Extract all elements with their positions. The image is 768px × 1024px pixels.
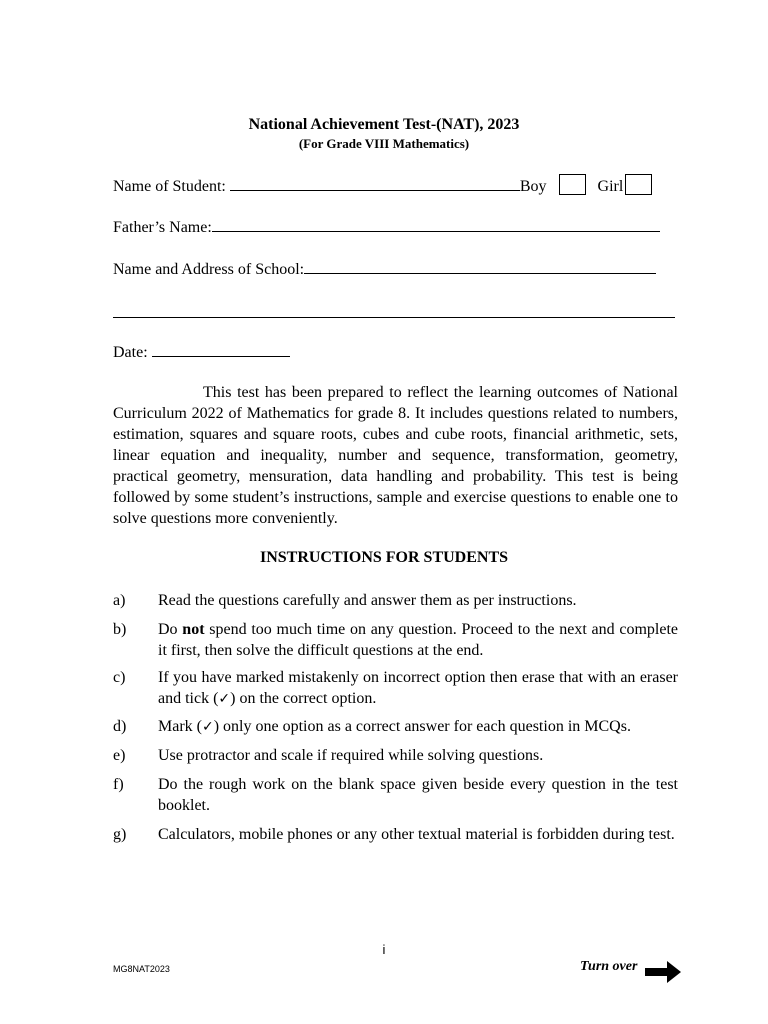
school-label: Name and Address of School:: [113, 261, 305, 278]
intro-text: This test has been prepared to reflect the learning outcomes of National Curriculum 2022 of Mathematics for grade 8. It includes questions related to numbers, estimation, squares and square roots, cubes and cube roots, financial arithmetic, sets, linear equation and inequality, number and sequence, transformation, geometry, practical geometry, mensuration, data handling and probability. This test is being followed by some student’s instructions, sample and exercise questions to enable one to solve questions more conveniently.: [113, 384, 678, 527]
school-address-line[interactable]: [113, 317, 675, 318]
instruction-text: Calculators, mobile phones or any other textual material is forbidden during test.: [158, 826, 675, 843]
student-name-label: Name of Student:: [113, 178, 226, 195]
turn-over-arrow-icon: [645, 961, 681, 983]
instruction-label: c): [113, 669, 126, 686]
father-name-label: Father’s Name:: [113, 219, 212, 236]
instruction-label: a): [113, 592, 126, 609]
boy-label: Boy: [519, 178, 547, 195]
instruction-text: Do not spend too much time on any question. Proceed to the next and complete it first, then solve the difficult questions at the end.: [158, 621, 678, 659]
instruction-label: f): [113, 776, 124, 793]
father-name-field[interactable]: [212, 217, 660, 232]
boy-checkbox[interactable]: [559, 174, 586, 195]
student-name-field[interactable]: [230, 176, 520, 191]
instruction-label: g): [113, 826, 127, 843]
instruction-label: e): [113, 747, 126, 764]
instruction-item: [113, 619, 678, 661]
instruction-label: b): [113, 621, 127, 638]
girl-checkbox[interactable]: [625, 174, 652, 195]
instruction-item: [113, 716, 678, 738]
instruction-item: [113, 774, 678, 816]
instruction-item: [113, 667, 678, 710]
instruction-text: Mark (✓) only one option as a correct answer for each question in MCQs.: [158, 718, 631, 735]
intro-paragraph: [113, 382, 678, 529]
emphasis-not: not: [182, 621, 205, 638]
tick-icon: ✓: [201, 719, 214, 735]
document-title: National Achievement Test-(NAT), 2023: [248, 116, 520, 133]
date-label: Date:: [113, 344, 148, 361]
document-subtitle: (For Grade VIII Mathematics): [298, 136, 470, 151]
father-name-row: [113, 217, 660, 237]
girl-label: Girl: [597, 178, 624, 195]
turn-over-label: Turn over: [580, 959, 638, 974]
instruction-item: [113, 590, 678, 611]
instruction-label: d): [113, 718, 127, 735]
instruction-text: Use protractor and scale if required while solving questions.: [158, 747, 544, 764]
instruction-item: [113, 745, 678, 766]
instruction-text: Do the rough work on the blank space given beside every question in the test booklet.: [158, 776, 678, 814]
instruction-text: Read the questions carefully and answer them as per instructions.: [158, 592, 577, 609]
school-field[interactable]: [304, 259, 656, 274]
date-row: [113, 342, 290, 362]
instruction-item: [113, 824, 678, 845]
page-number: i: [382, 942, 386, 957]
date-field[interactable]: [152, 342, 290, 357]
student-name-row: [113, 174, 652, 196]
instructions-heading: INSTRUCTIONS FOR STUDENTS: [259, 549, 509, 566]
document-code: MG8NAT2023: [113, 964, 170, 974]
tick-icon: ✓: [218, 691, 231, 707]
school-row: [113, 259, 656, 279]
instruction-text: If you have marked mistakenly on incorrect option then erase that with an eraser and tick (✓) on the correct option.: [158, 669, 678, 707]
